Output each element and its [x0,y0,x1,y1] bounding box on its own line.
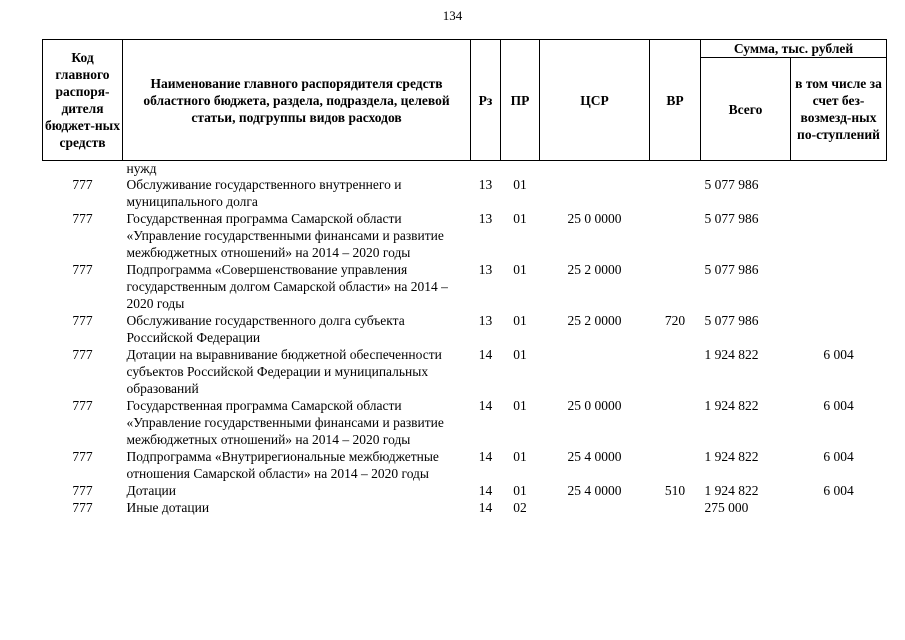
row-vr [650,397,701,448]
row-total: 5 077 986 [704,313,759,328]
row-rz: 14 [478,483,493,498]
row-code: 777 [72,347,93,362]
row-total: 1 924 822 [704,347,759,362]
row-vr [650,346,701,397]
row-gratis [791,261,887,312]
row-name: Подпрограмма «Совершенствование управления государственным долгом Самарской области» на 2014 – 2020 годы [126,262,448,311]
row-pr: 02 [513,500,527,515]
table-row [43,261,887,312]
header-pr: ПР [501,40,540,161]
row-vr: 720 [664,313,686,328]
row-pr: 01 [513,262,527,277]
row-code: 777 [72,398,93,413]
row-name: Дотации [126,483,177,498]
header-vr: ВР [650,40,701,161]
continuation-row [43,161,887,177]
row-vr [650,448,701,482]
row-pr: 01 [513,449,527,464]
table-row [43,448,887,482]
header-rz: Рз [471,40,501,161]
table-row [43,176,887,210]
row-code: 777 [72,500,93,515]
row-name: Государственная программа Самарской области «Управление государственными финансами и развитие межбюджетных отношений» на 2014 – 2020 годы [126,398,444,447]
page-number: 134 [442,8,463,23]
row-gratis [791,210,887,261]
row-code: 777 [72,449,93,464]
row-pr: 01 [513,483,527,498]
row-total: 5 077 986 [704,211,759,226]
row-vr [650,210,701,261]
row-csr [540,499,650,516]
row-code: 777 [72,483,93,498]
header-total: Всего [701,58,791,161]
row-csr [540,176,650,210]
row-total: 1 924 822 [704,449,759,464]
row-name: Государственная программа Самарской области «Управление государственными финансами и развитие межбюджетных отношений» на 2014 – 2020 годы [126,211,444,260]
row-csr: 25 4 0000 [567,483,622,498]
continuation-text: нужд [126,161,157,176]
row-vr [650,261,701,312]
row-total: 275 000 [704,500,749,515]
row-gratis: 6 004 [823,449,854,464]
row-rz: 13 [478,313,493,328]
row-name: Обслуживание государственного внутреннего и муниципального долга [126,177,402,209]
header-code: Код главного распоря-дителя бюджет-ных средств [43,40,123,161]
table-row [43,499,887,516]
row-rz: 14 [478,347,493,362]
row-rz: 13 [478,262,493,277]
row-rz: 13 [478,177,493,192]
table-row [43,312,887,346]
row-pr: 01 [513,177,527,192]
row-vr [650,499,701,516]
row-code: 777 [72,177,93,192]
row-gratis: 6 004 [823,398,854,413]
row-total: 1 924 822 [704,483,759,498]
row-code: 777 [72,262,93,277]
row-gratis [791,176,887,210]
row-total: 5 077 986 [704,177,759,192]
row-total: 1 924 822 [704,398,759,413]
row-name: Обслуживание государственного долга субъекта Российской Федерации [126,313,405,345]
row-csr: 25 2 0000 [567,313,622,328]
row-name: Иные дотации [126,500,210,515]
row-csr [540,346,650,397]
table-row [43,210,887,261]
row-vr [650,176,701,210]
header-name: Наименование главного распорядителя средств областного бюджета, раздела, подраздела, целевой статьи, подгруппы видов расходов [123,40,471,161]
row-pr: 01 [513,347,527,362]
row-pr: 01 [513,211,527,226]
row-gratis: 6 004 [823,483,854,498]
row-gratis [791,499,887,516]
budget-table [42,39,887,516]
row-csr: 25 4 0000 [567,449,622,464]
table-row [43,482,887,499]
row-name: Подпрограмма «Внутрирегиональные межбюджетные отношения Самарской области» на 2014 – 2020 годы [126,449,439,481]
row-csr: 25 0 0000 [567,211,622,226]
row-csr: 25 0 0000 [567,398,622,413]
row-csr: 25 2 0000 [567,262,622,277]
row-rz: 13 [478,211,493,226]
table-row [43,397,887,448]
table-body [43,161,887,517]
row-pr: 01 [513,398,527,413]
row-rz: 14 [478,398,493,413]
row-gratis [791,312,887,346]
row-name: Дотации на выравнивание бюджетной обеспеченности субъектов Российской Федерации и муниципальных образований [126,347,442,396]
row-vr: 510 [664,483,686,498]
row-total: 5 077 986 [704,262,759,277]
table-row [43,346,887,397]
table-header [43,40,887,161]
row-rz: 14 [478,500,493,515]
header-sum-group: Сумма, тыс. рублей [701,40,887,58]
header-gratis: в том числе за счет без-возмезд-ных по-ступлений [791,58,887,161]
row-rz: 14 [478,449,493,464]
row-pr: 01 [513,313,527,328]
row-code: 777 [72,313,93,328]
row-code: 777 [72,211,93,226]
header-csr: ЦСР [540,40,650,161]
row-gratis: 6 004 [823,347,854,362]
